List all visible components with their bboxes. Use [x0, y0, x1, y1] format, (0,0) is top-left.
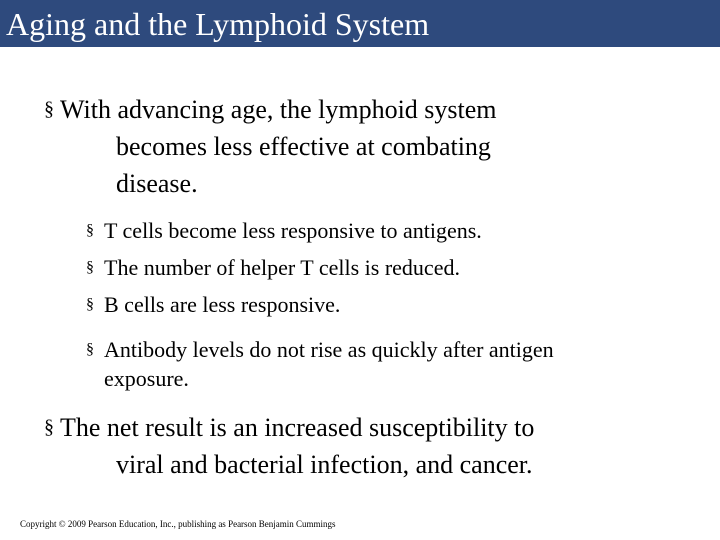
- bullet-marker: §: [44, 416, 54, 438]
- main-bullet-1-line-3: disease.: [116, 169, 198, 198]
- bullet-marker: §: [86, 341, 94, 358]
- main-bullet-1-line-1: With advancing age, the lymphoid system: [60, 95, 497, 124]
- sub-bullet-4-text: Antibody levels do not rise as quickly after antigen: [104, 337, 554, 362]
- sub-bullet-2-text: The number of helper T cells is reduced.: [104, 255, 460, 280]
- sub-bullet-1: [86, 216, 706, 245]
- sub-bullet-3: [86, 290, 706, 319]
- bullet-marker: §: [86, 222, 94, 239]
- sub-bullet-4: [86, 335, 706, 393]
- copyright-footer: Copyright © 2009 Pearson Education, Inc., publishing as Pearson Benjamin Cummings: [20, 519, 336, 529]
- bullet-marker: §: [86, 259, 94, 276]
- sub-bullet-1-text: T cells become less responsive to antigens.: [104, 218, 482, 243]
- main-bullet-2-line-1: The net result is an increased susceptibility to: [60, 413, 535, 442]
- title-bar: [0, 0, 720, 47]
- bullet-marker: §: [86, 296, 94, 313]
- sub-bullet-2: [86, 253, 706, 282]
- slide-title: Aging and the Lymphoid System: [6, 6, 430, 42]
- main-bullet-2: [44, 409, 684, 483]
- main-bullet-1: [44, 91, 644, 202]
- sub-bullet-3-text: B cells are less responsive.: [104, 292, 341, 317]
- main-bullet-1-line-2: becomes less effective at combating: [116, 132, 491, 161]
- sub-bullet-4-text-cont: exposure.: [104, 366, 189, 391]
- bullet-marker: §: [44, 98, 54, 120]
- main-bullet-2-line-2: viral and bacterial infection, and cancer.: [116, 450, 533, 479]
